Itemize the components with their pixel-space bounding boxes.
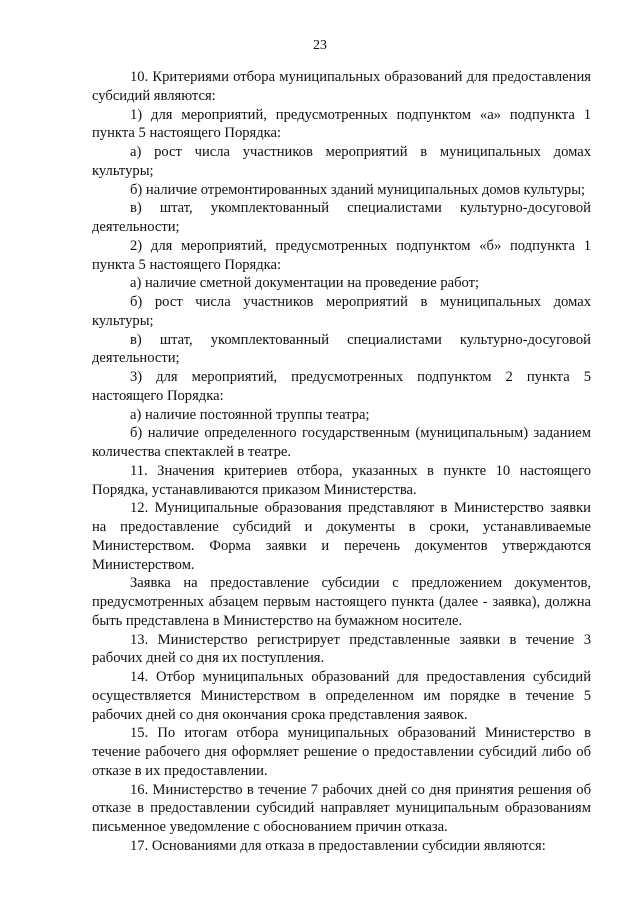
- paragraph: Заявка на предоставление субсидии с предложением документов, предусмотренных абзацем первым настоящего пункта (далее - заявка), должна быть представлена в Министерство на бумажном носителе.: [92, 575, 591, 629]
- paragraph: в) штат, укомплектованный специалистами культурно-досуговой деятельности;: [92, 200, 591, 235]
- paragraph: 11. Значения критериев отбора, указанных в пункте 10 настоящего Порядка, устанавливаются приказом Министерства.: [92, 462, 591, 498]
- paragraph: б) рост числа участников мероприятий в муниципальных домах культуры;: [92, 294, 591, 329]
- paragraph: 14. Отбор муниципальных образований для предоставления субсидий осуществляется Министерством в определенном им порядке в течение 5 рабочих дней со дня окончания срока представления заявок.: [92, 669, 591, 723]
- paragraph: 12. Муниципальные образования представляют в Министерство заявки на предоставление субсидий и документы в сроки, устанавливаемые Министерством. Форма заявки и перечень документов утверждаются Министерством.: [92, 500, 591, 573]
- paragraph: 3) для мероприятий, предусмотренных подпунктом 2 пункта 5 настоящего Порядка:: [92, 369, 591, 404]
- paragraph: а) рост числа участников мероприятий в муниципальных домах культуры;: [92, 144, 591, 179]
- paragraph: а) наличие постоянной труппы театра;: [130, 406, 370, 423]
- paragraph: 13. Министерство регистрирует представленные заявки в течение 3 рабочих дней со дня их поступления.: [92, 631, 591, 667]
- paragraph: 10. Критериями отбора муниципальных образований для предоставления субсидий являются:: [92, 69, 591, 104]
- paragraph: 15. По итогам отбора муниципальных образований Министерство в течение рабочего дня оформляет решение о предоставлении субсидий либо об отказе в их предоставлении.: [92, 725, 591, 779]
- paragraph: а) наличие сметной документации на проведение работ;: [130, 275, 480, 292]
- paragraph: б) наличие определенного государственным (муниципальным) заданием количества спектаклей в театре.: [92, 425, 591, 460]
- document-body: [92, 68, 591, 856]
- paragraph: 1) для мероприятий, предусмотренных подпунктом «а» подпункта 1 пункта 5 настоящего Порядка:: [92, 106, 591, 142]
- paragraph: 2) для мероприятий, предусмотренных подпунктом «б» подпункта 1 пункта 5 настоящего Порядка:: [92, 237, 591, 273]
- page-number: 23: [313, 38, 327, 53]
- paragraph: 17. Основаниями для отказа в предоставлении субсидии являются:: [130, 837, 546, 854]
- paragraph: 16. Министерство в течение 7 рабочих дней со дня принятия решения об отказе в предоставлении субсидий направляет муниципальным образованиям письменное уведомление с обоснованием причин отказа.: [92, 781, 591, 835]
- paragraph: в) штат, укомплектованный специалистами культурно-досуговой деятельности;: [92, 331, 591, 367]
- paragraph: б) наличие отремонтированных зданий муниципальных домов культуры;: [130, 181, 586, 198]
